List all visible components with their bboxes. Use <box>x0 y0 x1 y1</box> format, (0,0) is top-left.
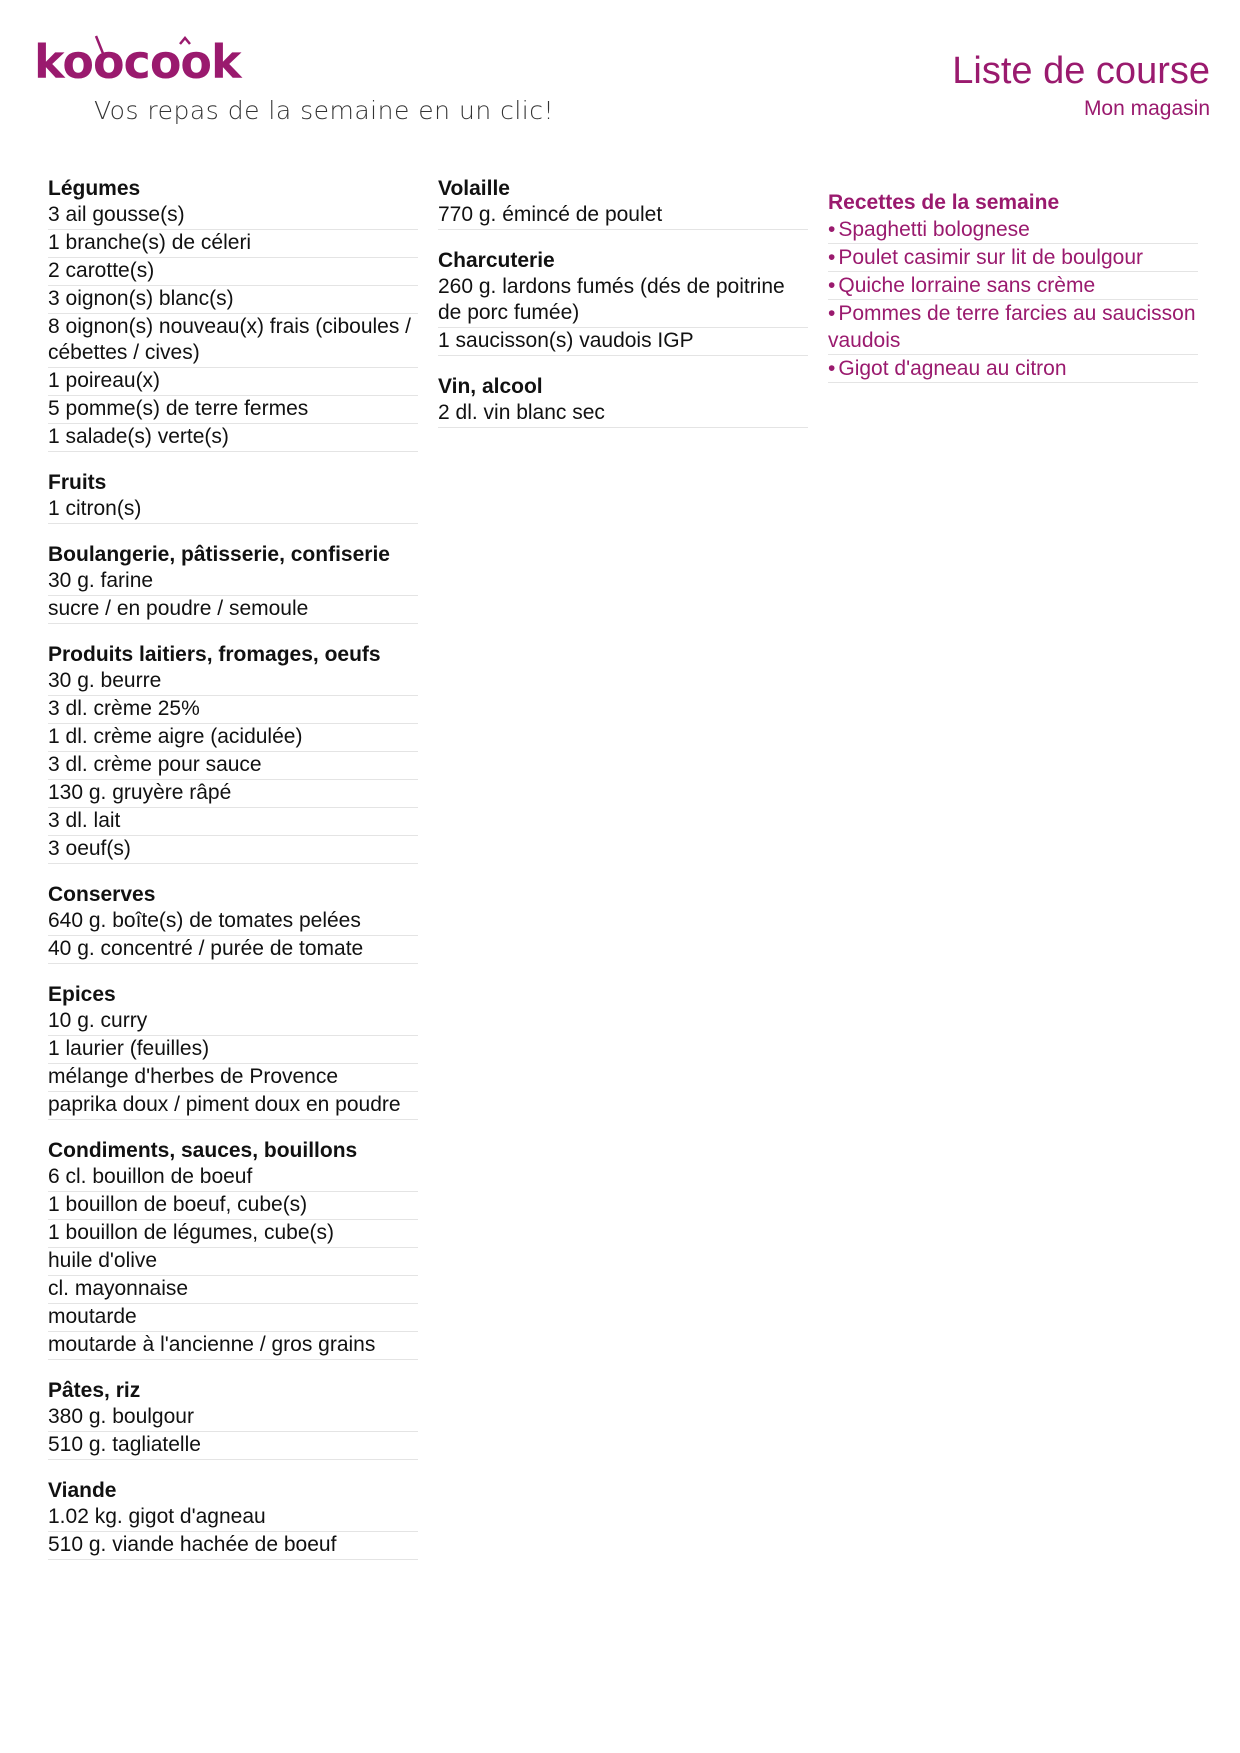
category-title: Boulangerie, pâtisserie, confiserie <box>48 543 390 566</box>
list-item: 3 oeuf(s) <box>48 836 418 864</box>
list-item: 10 g. curry <box>48 1008 418 1036</box>
recipe-name: Pommes de terre farcies au saucisson vaudois <box>828 302 1196 352</box>
category-title: Pâtes, riz <box>48 1379 141 1402</box>
recipe-item[interactable] <box>828 216 1198 244</box>
category-title: Epices <box>48 983 116 1006</box>
bullet-icon: • <box>828 357 836 380</box>
recipe-name: Gigot d'agneau au citron <box>838 357 1067 380</box>
category-title: Volaille <box>438 177 510 200</box>
category-section <box>48 1137 418 1360</box>
weekly-recipes-panel <box>828 190 1198 383</box>
list-item: 3 dl. crème pour sauce <box>48 752 418 780</box>
list-item: 1 salade(s) verte(s) <box>48 424 418 452</box>
list-item: 510 g. viande hachée de boeuf <box>48 1532 418 1560</box>
list-item: 6 cl. bouillon de boeuf <box>48 1164 418 1192</box>
koocook-logo-image <box>34 34 264 96</box>
list-item: 8 oignon(s) nouveau(x) frais (ciboules / cébettes / cives) <box>48 314 418 368</box>
bullet-icon: • <box>828 302 836 325</box>
recipes-title: Recettes de la semaine <box>828 191 1060 214</box>
list-item: 30 g. farine <box>48 568 418 596</box>
category-section <box>438 175 808 230</box>
list-item: 3 dl. lait <box>48 808 418 836</box>
list-item: 5 pomme(s) de terre fermes <box>48 396 418 424</box>
list-item: cl. mayonnaise <box>48 1276 418 1304</box>
list-item: 510 g. tagliatelle <box>48 1432 418 1460</box>
list-item: 1.02 kg. gigot d'agneau <box>48 1504 418 1532</box>
list-item: 1 saucisson(s) vaudois IGP <box>438 328 808 356</box>
list-item: paprika doux / piment doux en poudre <box>48 1092 418 1120</box>
list-item: mélange d'herbes de Provence <box>48 1064 418 1092</box>
page-title: Liste de course <box>952 50 1210 92</box>
list-item: 40 g. concentré / purée de tomate <box>48 936 418 964</box>
category-title: Charcuterie <box>438 249 555 272</box>
list-item: 3 ail gousse(s) <box>48 202 418 230</box>
list-item: 30 g. beurre <box>48 668 418 696</box>
list-item: 1 citron(s) <box>48 496 418 524</box>
bullet-icon: • <box>828 246 836 269</box>
list-item: sucre / en poudre / semoule <box>48 596 418 624</box>
category-section <box>48 981 418 1120</box>
list-item: 380 g. boulgour <box>48 1404 418 1432</box>
category-title: Condiments, sauces, bouillons <box>48 1139 358 1162</box>
recipe-item[interactable] <box>828 355 1198 383</box>
list-item: 3 dl. crème 25% <box>48 696 418 724</box>
category-section <box>438 247 808 356</box>
bullet-icon: • <box>828 274 836 297</box>
list-item: 1 laurier (feuilles) <box>48 1036 418 1064</box>
category-section <box>438 373 808 428</box>
list-item: 2 dl. vin blanc sec <box>438 400 808 428</box>
recipe-item[interactable] <box>828 244 1198 272</box>
logo-wordmark: koocook <box>34 35 241 89</box>
store-name: Mon magasin <box>1083 97 1210 120</box>
category-title: Fruits <box>48 471 107 494</box>
bullet-icon: • <box>828 218 836 241</box>
tagline: Vos repas de la semaine en un clic! <box>94 96 555 125</box>
list-item: 1 branche(s) de céleri <box>48 230 418 258</box>
list-item: 130 g. gruyère râpé <box>48 780 418 808</box>
list-item: 1 bouillon de boeuf, cube(s) <box>48 1192 418 1220</box>
list-item: 1 poireau(x) <box>48 368 418 396</box>
page-header <box>0 0 1240 150</box>
category-section <box>48 1377 418 1460</box>
list-item: 2 carotte(s) <box>48 258 418 286</box>
recipes-list <box>828 216 1198 383</box>
category-title: Vin, alcool <box>438 375 543 398</box>
category-section <box>48 641 418 864</box>
category-section <box>48 469 418 524</box>
category-section <box>48 1477 418 1560</box>
category-title: Produits laitiers, fromages, oeufs <box>48 643 381 666</box>
shopping-column-left <box>48 175 418 1577</box>
category-title: Conserves <box>48 883 156 906</box>
recipe-name: Poulet casimir sur lit de boulgour <box>838 246 1144 269</box>
category-title: Légumes <box>48 177 141 200</box>
list-item: 260 g. lardons fumés (dés de poitrine de porc fumée) <box>438 274 808 328</box>
recipe-item[interactable] <box>828 272 1198 300</box>
recipe-name: Quiche lorraine sans crème <box>838 274 1096 297</box>
list-item: huile d'olive <box>48 1248 418 1276</box>
list-item: 1 bouillon de légumes, cube(s) <box>48 1220 418 1248</box>
list-item: 1 dl. crème aigre (acidulée) <box>48 724 418 752</box>
koocook-logo <box>34 34 264 96</box>
list-item: 640 g. boîte(s) de tomates pelées <box>48 908 418 936</box>
list-item: 770 g. émincé de poulet <box>438 202 808 230</box>
category-section <box>48 881 418 964</box>
category-title: Viande <box>48 1479 117 1502</box>
shopping-column-middle <box>438 175 808 445</box>
list-item: moutarde <box>48 1304 418 1332</box>
recipe-item[interactable] <box>828 300 1198 355</box>
list-item: 3 oignon(s) blanc(s) <box>48 286 418 314</box>
category-section <box>48 541 418 624</box>
recipe-name: Spaghetti bolognese <box>838 218 1030 241</box>
list-item: moutarde à l'ancienne / gros grains <box>48 1332 418 1360</box>
category-section <box>48 175 418 452</box>
